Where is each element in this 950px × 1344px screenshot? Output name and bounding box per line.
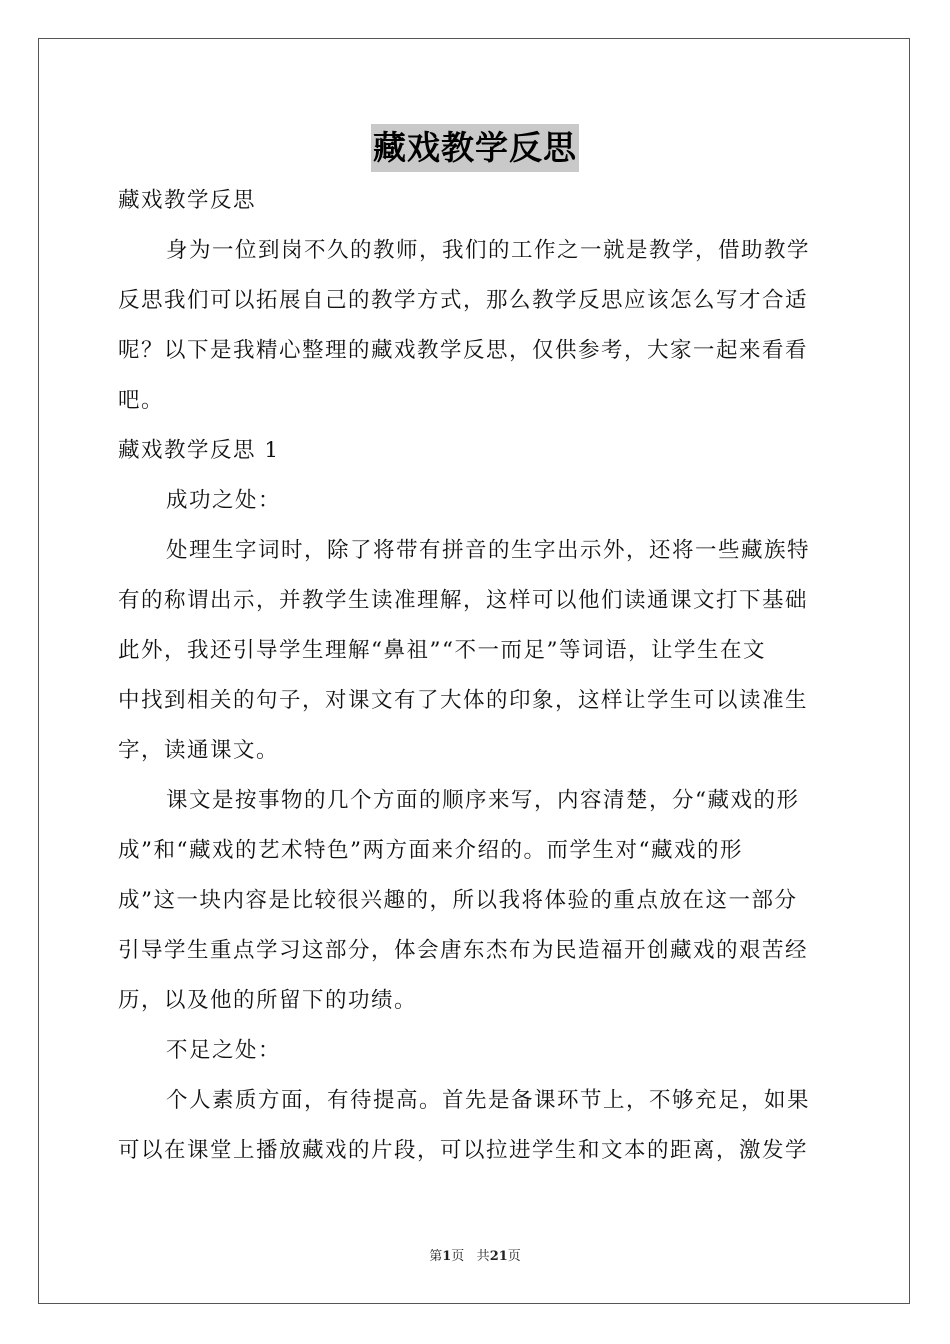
document-title: 藏戏教学反思 xyxy=(371,124,579,172)
footer-page-prefix: 第 xyxy=(429,1249,443,1264)
text-line: 成”这一块内容是比较很兴趣的，所以我将体验的重点放在这一部分 xyxy=(118,888,798,913)
text-line: 中找到相关的句子，对课文有了大体的印象，这样让学生可以读准生 xyxy=(118,688,809,713)
text-line: 个人素质方面，有待提高。首先是备课环节上，不够充足，如果 xyxy=(166,1088,811,1113)
text-line: 不足之处： xyxy=(166,1038,282,1063)
text-line: 课文是按事物的几个方面的顺序来写，内容清楚，分“藏戏的形 xyxy=(166,788,800,813)
text-line: 字，读通课文。 xyxy=(118,738,280,763)
text-line: 有的称谓出示，并教学生读准理解，这样可以他们读通课文打下基础 xyxy=(118,588,809,613)
document-title-wrap xyxy=(0,124,950,172)
text-line: 吧。 xyxy=(118,388,165,413)
footer-page-number: 1 xyxy=(442,1249,452,1264)
text-line: 成功之处： xyxy=(166,488,282,513)
text-line: 此外，我还引导学生理解“鼻祖”“不一而足”等词语，让学生在文 xyxy=(118,638,766,663)
footer-total-prefix: 共 xyxy=(476,1249,490,1264)
text-line: 藏戏教学反思 1 xyxy=(118,438,280,463)
footer-total-suffix: 页 xyxy=(507,1249,521,1264)
text-line: 身为一位到岗不久的教师，我们的工作之一就是教学，借助教学 xyxy=(166,238,811,263)
text-line: 历，以及他的所留下的功绩。 xyxy=(118,988,418,1013)
document-body xyxy=(118,176,834,1176)
text-line: 可以在课堂上播放藏戏的片段，可以拉进学生和文本的距离，激发学 xyxy=(118,1138,809,1163)
text-line: 呢？以下是我精心整理的藏戏教学反思，仅供参考，大家一起来看看 xyxy=(118,338,809,363)
text-line: 处理生字词时，除了将带有拼音的生字出示外，还将一些藏族特 xyxy=(166,538,811,563)
page-footer xyxy=(0,1245,950,1264)
footer-page-suffix: 页 xyxy=(451,1249,465,1264)
text-line: 成”和“藏戏的艺术特色”两方面来介绍的。而学生对“藏戏的形 xyxy=(118,838,743,863)
text-line: 藏戏教学反思 xyxy=(118,188,257,213)
text-line: 反思我们可以拓展自己的教学方式，那么教学反思应该怎么写才合适 xyxy=(118,288,809,313)
footer-total-pages: 21 xyxy=(489,1249,508,1264)
text-line: 引导学生重点学习这部分，体会唐东杰布为民造福开创藏戏的艰苦经 xyxy=(118,938,809,963)
